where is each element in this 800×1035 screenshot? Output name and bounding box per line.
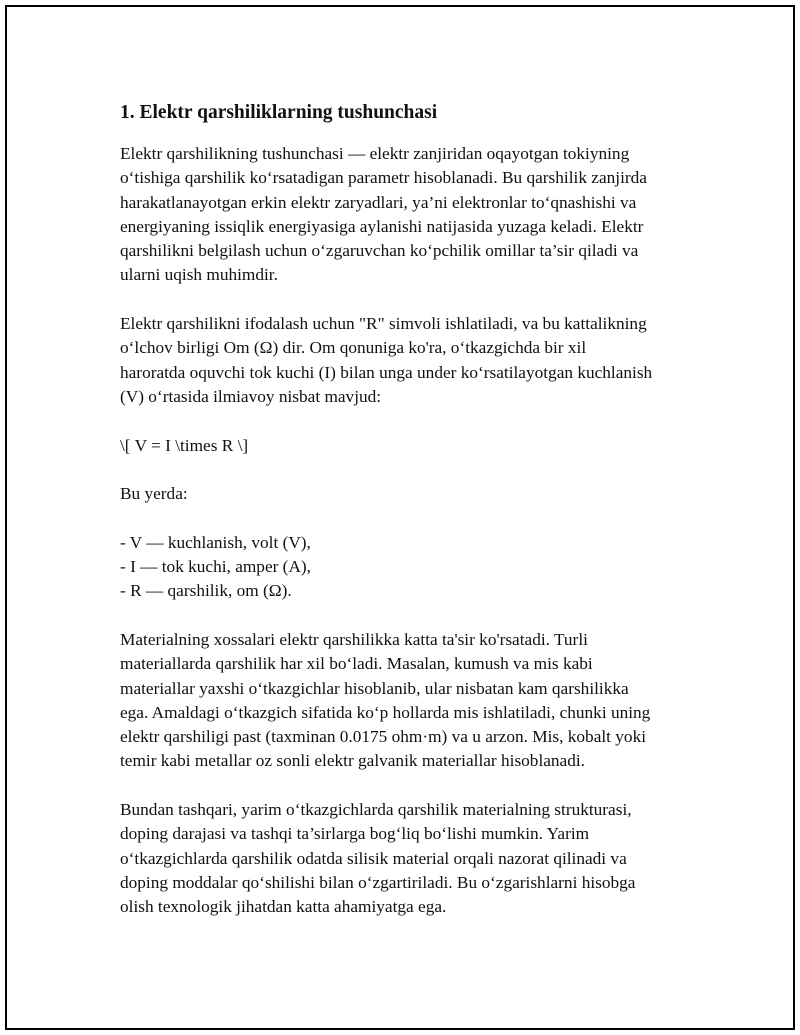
definition-item: - R — qarshilik, om (Ω).: [120, 581, 292, 601]
text-line: temir kabi metallar oz sonli elektr galvanik materiallar hisoblanadi.: [120, 751, 585, 771]
document-body: [120, 99, 700, 920]
definition-list: [120, 531, 700, 604]
text-line: haroratda oquvchi tok kuchi (I) bilan unga under ko‘rsatilayotgan kuchlanish: [120, 362, 653, 382]
paragraph-semiconductors: [120, 798, 700, 919]
text-line: Bundan tashqari, yarim o‘tkazgichlarda qarshilik materialning strukturasi,: [120, 800, 632, 820]
page-frame: [5, 5, 795, 1030]
paragraph-ohm-intro: [120, 142, 700, 288]
text-line: ega. Amaldagi o‘tkazgich sifatida ko‘p hollarda mis ishlatiladi, chunki uning: [120, 702, 651, 722]
text-line: doping darajasi va tashqi ta’sirlarga bog‘liq bo‘lishi mumkin. Yarim: [120, 824, 590, 844]
text-line: energiyaning issiqlik energiyasiga aylanishi natijasida yuzaga keladi. Elektr: [120, 216, 644, 236]
definition-item: - V — kuchlanish, volt (V),: [120, 532, 311, 552]
paragraph-symbol-unit: [120, 312, 700, 409]
text-line: Elektr qarshilikni ifodalash uchun "R" simvoli ishlatiladi, va bu kattalikning: [120, 314, 647, 334]
where-label: Bu yerda:: [120, 484, 188, 504]
text-line: o‘lchov birligi Om (Ω) dir. Om qonuniga ko'ra, o‘tkazgichda bir xil: [120, 338, 587, 358]
text-line: o‘tkazgichlarda qarshilik odatda silisik material orqali nazorat qilinadi va: [120, 848, 627, 868]
text-line: materiallar yaxshi o‘tkazgichlar hisoblanib, ular nisbatan kam qarshilikka: [120, 678, 629, 698]
text-line: qarshilikni belgilash uchun o‘zgaruvchan ko‘pchilik omillar ta’sir qiladi va: [120, 241, 639, 261]
text-line: ularni uqish muhimdir.: [120, 265, 278, 285]
text-line: harakatlanayotgan erkin elektr zaryadlari, ya’ni elektronlar to‘qnashishi va: [120, 192, 637, 212]
text-line: Materialning xossalari elektr qarshilikka katta ta'sir ko'rsatadi. Turli: [120, 629, 588, 649]
formula: \[ V = I \times R \]: [120, 435, 249, 455]
text-line: o‘tishiga qarshilik ko‘rsatadigan parametr hisoblanadi. Bu qarshilik zanjirda: [120, 168, 647, 188]
paragraph-materials: [120, 628, 700, 774]
definition-item: - I — tok kuchi, amper (A),: [120, 557, 311, 577]
text-line: (V) o‘rtasida ilmiavoy nisbat mavjud:: [120, 386, 382, 406]
text-line: Elektr qarshilikning tushunchasi — elektr zanjiridan oqayotgan tokiyning: [120, 144, 630, 163]
section-heading: 1. Elektr qarshiliklarning tushunchasi: [120, 102, 438, 123]
text-line: elektr qarshiligi past (taxminan 0.0175 ohm·m) va u arzon. Mis, kobalt yoki: [120, 727, 647, 747]
text-line: olish texnologik jihatdan katta ahamiyatga ega.: [120, 897, 447, 917]
text-line: doping moddalar qo‘shilishi bilan o‘zgartiriladi. Bu o‘zgarishlarni hisobga: [120, 872, 636, 892]
text-line: materiallarda qarshilik har xil bo‘ladi. Masalan, kumush va mis kabi: [120, 654, 593, 674]
